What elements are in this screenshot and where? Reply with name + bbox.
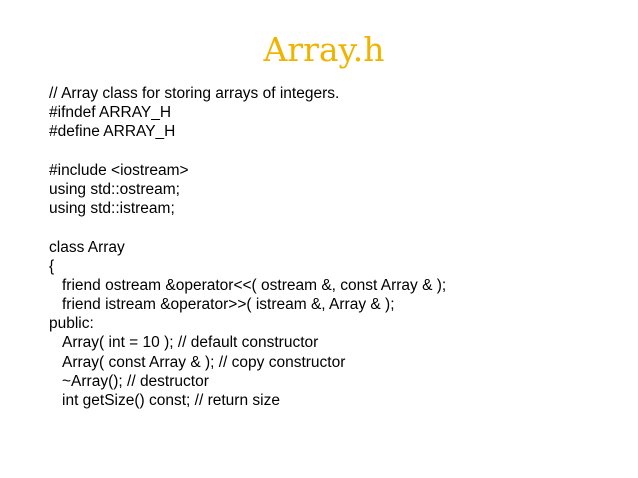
code-line: ~Array(); // destructor: [62, 372, 209, 390]
code-line: #include <iostream>: [49, 161, 189, 179]
code-line: friend istream &operator>>( istream &, Array & );: [62, 296, 395, 314]
code-line: class Array: [49, 238, 125, 256]
code-line: // Array class for storing arrays of integers.: [49, 85, 340, 102]
code-line: friend ostream &operator<<( ostream &, const Array & );: [62, 276, 447, 294]
code-line: public:: [49, 315, 94, 333]
code-line: Array( int = 10 ); // default constructor: [62, 334, 319, 352]
code-line: {: [49, 257, 55, 275]
code-line-blank: [49, 142, 446, 161]
code-line: using std::istream;: [49, 200, 175, 218]
code-line-blank: [49, 218, 446, 237]
code-block: [49, 84, 446, 410]
code-line: Array( const Array & ); // copy constructor: [62, 353, 346, 371]
code-line: #define ARRAY_H: [49, 123, 176, 141]
code-line: using std::ostream;: [49, 180, 180, 198]
code-line: int getSize() const; // return size: [62, 392, 280, 409]
slide-title: Array.h: [263, 30, 385, 69]
code-line: #ifndef ARRAY_H: [49, 104, 172, 122]
